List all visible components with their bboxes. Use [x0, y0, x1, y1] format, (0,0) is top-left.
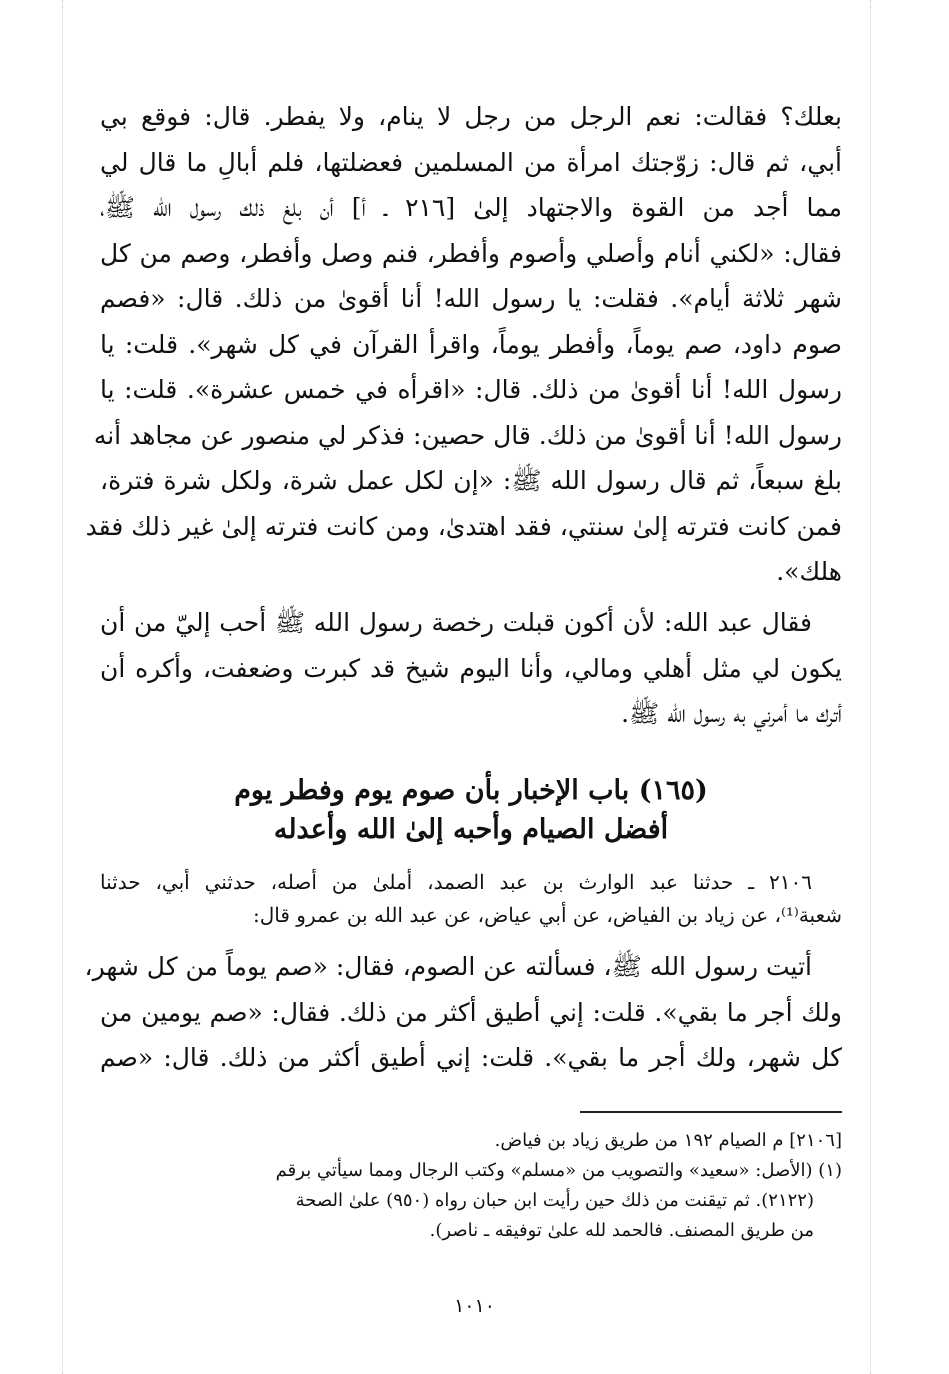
text-line: يكون لي مثل أهلي ومالي، وأنا اليوم شيخ قد كبرت وضعفت، وأكره أن: [100, 653, 842, 683]
text-line: فمن كانت فترته إلىٰ سنتي، فقد اهتدىٰ، ومن كانت فترته إلىٰ غير ذلك فقد: [85, 511, 842, 541]
body-paragraph-3: [84, 944, 842, 1081]
text-line: مما أجد من القوة والاجتهاد إلىٰ [٢١٦ ـ أ] أن بلغ ذلك رسول الله ﷺ،: [100, 193, 842, 222]
text-line: كل شهر، ولك أجر ما بقي». قلت: إني أطيق أكثر من ذلك. قال: «صم: [100, 1043, 842, 1072]
text-line: ولك أجر ما بقي». قلت: إني أطيق أكثر من ذلك. فقال: «صم يومين من: [100, 997, 842, 1027]
scan-margin-line: [870, 0, 871, 1374]
text-line: أترك ما أمرني به رسول الله ﷺ.: [621, 699, 842, 728]
text-line: ٢١٠٦ ـ حدثنا عبد الوارث بن عبد الصمد، أملىٰ من أصله، حدثني أبي، حدثنا: [100, 870, 812, 894]
chapter-heading-line-2: أفضل الصيام وأحبه إلىٰ الله وأعدله: [273, 814, 669, 845]
body-paragraph-2: [100, 600, 842, 737]
footnote-divider: [580, 1111, 842, 1113]
footnotes: [100, 1126, 842, 1246]
text-line: شعبة⁽¹⁾، عن زياد بن الفياض، عن أبي عياض، عن عبد الله بن عمرو قال:: [253, 903, 842, 927]
text-line: أبي، ثم قال: زوّجتك امرأة من المسلمين فعضلتها، فلم أبالِ ما قال لي: [100, 147, 842, 177]
chapter-heading: [100, 771, 842, 849]
text-line: بلغ سبعاً، ثم قال رسول الله ﷺ: «إن لكل عمل شرة، ولكل شرة فترة،: [100, 466, 842, 495]
scan-margin-line: [62, 0, 63, 1374]
text-line: رسول الله! أنا أقوىٰ من ذلك. قال حصين: فذكر لي منصور عن مجاهد أنه: [93, 420, 842, 450]
text-line: صوم داود، صم يوماً، وأفطر يوماً، واقرأ القرآن في كل شهر». قلت: يا: [100, 329, 842, 359]
text-line: فقال: «لكني أنام وأصلي وأصوم وأفطر، فنم وصل وأفطر، وصم من كل: [100, 238, 842, 268]
text-line: هلك».: [776, 557, 842, 586]
chapter-heading-line-1: (١٦٥) باب الإخبار بأن صوم يوم وفطر يوم: [234, 775, 708, 806]
hadith-chain: [100, 866, 842, 932]
footnote-line: (١) (الأصل: «سعيد» والتصويب من «مسلم» وكتب الرجال ومما سيأتي برقم: [275, 1160, 842, 1181]
footnote-line: [٢١٠٦] م الصيام ١٩٢ من طريق زياد بن فياض.: [494, 1130, 842, 1151]
page-number: ١٠١٠: [454, 1295, 495, 1317]
text-line: فقال عبد الله: لأن أكون قبلت رخصة رسول الله ﷺ أحب إليّ من أن: [100, 608, 812, 637]
text-line: رسول الله! أنا أقوىٰ من ذلك. قال: «اقرأه في خمس عشرة». قلت: يا: [100, 375, 842, 404]
footnote-line: من طريق المصنف. فالحمد لله علىٰ توفيقه ـ ناصر).: [429, 1220, 814, 1241]
text-line: شهر ثلاثة أيام». فقلت: يا رسول الله! أنا أقوىٰ من ذلك. قال: «فصم: [100, 284, 842, 313]
text-line: بعلك؟ فقالت: نعم الرجل من رجل لا ينام، ولا يفطر. قال: فوقع بي: [100, 102, 842, 131]
body-paragraph-1: [85, 94, 842, 595]
text-line: أتيت رسول الله ﷺ، فسألته عن الصوم، فقال: «صم يوماً من كل شهر،: [84, 952, 812, 981]
footnote-line: (٢١٢٢). ثم تيقنت من ذلك حين رأيت ابن حبان رواه (٩٥٠) علىٰ الصحة: [295, 1190, 814, 1211]
